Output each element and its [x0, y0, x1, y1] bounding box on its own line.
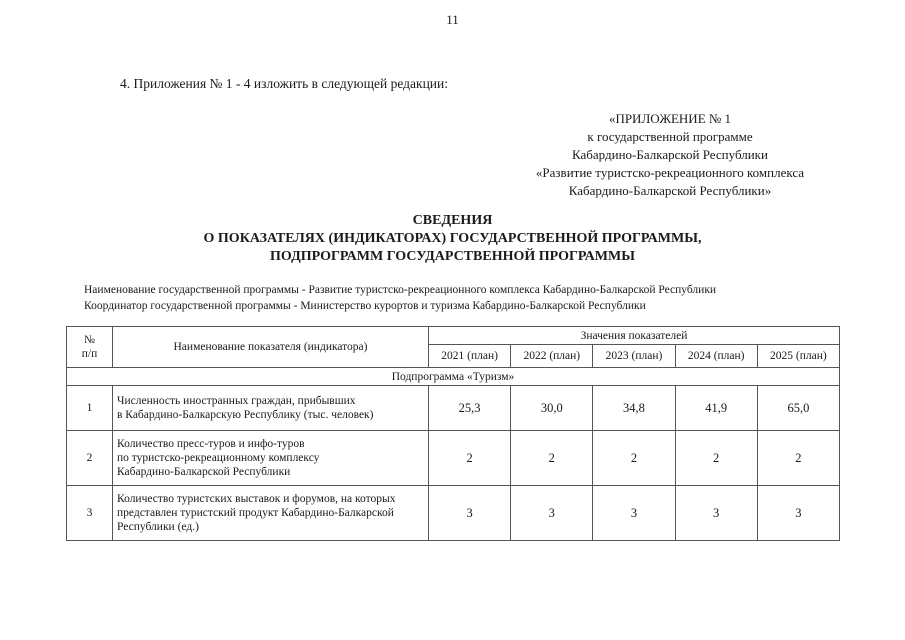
row-indicator-name: Количество пресс-туров и инфо-туров по туристско-рекреационному комплексу Кабардино-Балкарской Республики	[113, 431, 429, 486]
program-name: Наименование государственной программы - Развитие туристско-рекреационного комплекса Кабардино-Балкарской Республики	[84, 284, 717, 296]
header-year: 2024 (план)	[675, 345, 757, 368]
row-value: 2	[429, 431, 511, 486]
header-year: 2025 (план)	[757, 345, 839, 368]
row-value: 3	[675, 486, 757, 541]
table-row	[67, 486, 840, 541]
page-number: 11	[446, 12, 459, 27]
heading-line: О ПОКАЗАТЕЛЯХ (ИНДИКАТОРАХ) ГОСУДАРСТВЕННОЙ ПРОГРАММЫ,	[203, 231, 702, 246]
row-value: 2	[757, 431, 839, 486]
header-year: 2021 (план)	[429, 345, 511, 368]
row-value: 41,9	[675, 386, 757, 431]
header-year: 2022 (план)	[511, 345, 593, 368]
row-indicator-name: Количество туристских выставок и форумов, на которых представлен туристский продукт Кабардино-Балкарской Республики (ед.)	[113, 486, 429, 541]
row-value: 2	[511, 431, 593, 486]
row-number: 2	[67, 431, 113, 486]
amendment-item-text: 4. Приложения № 1 - 4 изложить в следующей редакции:	[120, 76, 449, 91]
program-coordinator: Координатор государственной программы - Министерство курортов и туризма Кабардино-Балкарской Республики	[84, 300, 646, 312]
row-value: 3	[757, 486, 839, 541]
header-number: № п/п	[67, 327, 113, 368]
appendix-line: Кабардино-Балкарской Республики	[572, 147, 768, 162]
indicators-table	[66, 326, 840, 541]
table-row	[67, 386, 840, 431]
appendix-header	[500, 110, 840, 200]
table-row	[67, 431, 840, 486]
appendix-line: к государственной программе	[587, 129, 753, 144]
heading-line: СВЕДЕНИЯ	[412, 213, 493, 228]
row-number: 1	[67, 386, 113, 431]
header-values-group: Значения показателей	[429, 327, 840, 345]
appendix-line: Кабардино-Балкарской Республики»	[568, 183, 772, 198]
header-indicator-name: Наименование показателя (индикатора)	[113, 327, 429, 368]
appendix-line: «Развитие туристско-рекреационного комплекса	[535, 165, 805, 180]
row-number: 3	[67, 486, 113, 541]
header-year: 2023 (план)	[593, 345, 675, 368]
subprogram-title: Подпрограмма «Туризм»	[67, 368, 840, 386]
subprogram-row	[67, 368, 840, 386]
row-value: 2	[593, 431, 675, 486]
row-value: 2	[675, 431, 757, 486]
program-meta	[84, 282, 716, 314]
row-value: 25,3	[429, 386, 511, 431]
table-header-row	[67, 327, 840, 345]
appendix-line: «ПРИЛОЖЕНИЕ № 1	[608, 111, 732, 126]
row-value: 3	[511, 486, 593, 541]
row-value: 34,8	[593, 386, 675, 431]
heading-line: ПОДПРОГРАММ ГОСУДАРСТВЕННОЙ ПРОГРАММЫ	[270, 249, 635, 264]
row-value: 3	[593, 486, 675, 541]
row-value: 30,0	[511, 386, 593, 431]
row-value: 3	[429, 486, 511, 541]
document-heading	[0, 212, 905, 266]
row-indicator-name: Численность иностранных граждан, прибывших в Кабардино-Балкарскую Республику (тыс. человек)	[113, 386, 429, 431]
row-value: 65,0	[757, 386, 839, 431]
